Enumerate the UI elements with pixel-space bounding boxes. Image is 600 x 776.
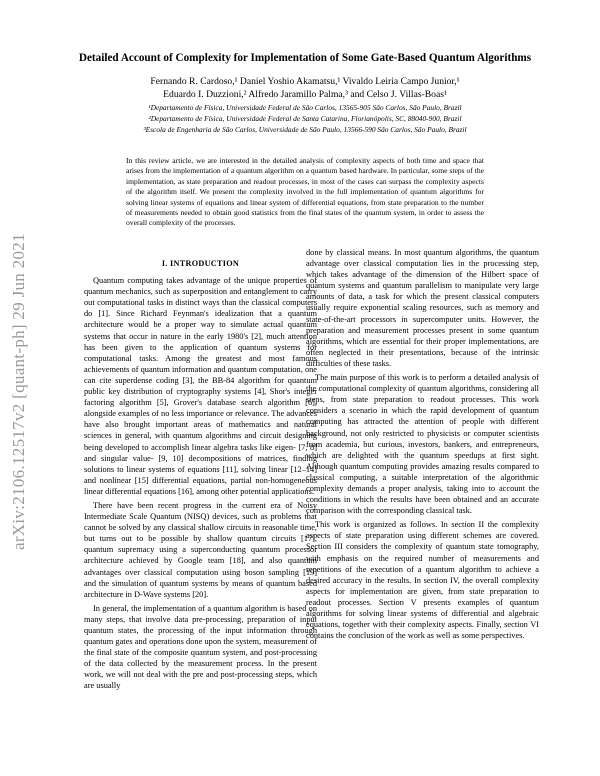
author-list [80, 75, 530, 101]
right-paragraph-2: The main purpose of this work is to perform a detailed analysis of the computational complexity of quantum algorithms, considering all steps, from state preparation to readout processes. This work considers a scenario in which the rapid development of quantum computing has attracted the attention of people with different background, not only restricted to physicists or computer scientists from academia, but curious, investors, bankers, and entrepreneurs, which are delighted with the quantum speedups at first sight. Although quantum computing provides amazing results compared to classical computing, a suitable interpretation of the algorithmic complexity demands a proper analysis, taking into to account the conditions in which the results have been obtained and an accurate comparison with the corresponding classical task. [306, 373, 539, 516]
authors-line-1: Fernando R. Cardoso,¹ Daniel Yoshio Akamatsu,¹ Vivaldo Leiria Campo Junior,¹ [150, 76, 460, 87]
authors-line-2: Eduardo I. Duzzioni,² Alfredo Jaramillo Palma,³ and Celso J. Villas-Boas¹ [163, 89, 447, 100]
abstract: In this review article, we are interested in the detailed analysis of complexity aspects of both time and space that arises from the implementation of a quantum algorithm on a quantum based hardware. In particular, some steps of the implementation, as state preparation and readout processes, in most of the cases can surpass the complexity aspects of the algorithm itself. We present the complexity involved in the full implementation of quantum algorithms for solving linear systems of equations and linear system of differential equations, from state preparation to the number of measurements needed to obtain good statistics from the final states of the quantum system, in order to assess the overall complexity of the processes. [126, 156, 484, 228]
right-paragraph-3: This work is organized as follows. In section II the complexity aspects of state preparation using different schemes are covered. Section III considers the complexity of quantum state tomography, with emphasis on the required number of measurements and repetitions of the execution of a quantum algorithm to achieve a desired accuracy in the results. In section IV, the overall complexity aspects for implementation are given, from state preparation to readout processes. Section V presents examples of quantum algorithms for solving linear systems of differential and algebraic equations, together with their complexity aspects. Finally, section VI contains the conclusion of the work as well as some perspectives. [306, 520, 539, 641]
affiliations [80, 102, 530, 135]
left-paragraph-2: There have been recent progress in the current era of Noisy Intermediate Scale Quantum (NISQ) devices, such as problems that cannot be solved by any classical shallow circuits in reasonable time, but turns out to be possible by shallow quantum circuits [17], quantum supremacy using a superconducting quantum processor architecture achieved by Google team [18], and also quantum advantages over classical computation using boson sampling [19] and the simulation of quantum systems by means of quantum based architecture in D-Wave systems [20]. [84, 500, 317, 599]
left-paragraph-3: In general, the implementation of a quantum algorithm is based on many steps, that involve data pre-processing, preparation of input quantum states, the processing of the input information through quantum gates and operations done upon the system, measurement of the final state of the composite quantum system, and post-processing of the data collected by the measurement process. In the present work, we will not deal with the pre and post-processing steps, which are usually [84, 603, 317, 691]
affiliation-1: ¹Departamento de Física, Universidade Federal de São Carlos, 13565-905 São Carlos, São Paulo, Brazil [148, 103, 462, 112]
paper-title: Detailed Account of Complexity for Implementation of Some Gate-Based Quantum Algorithms [78, 52, 532, 64]
arxiv-stamp: arXiv:2106.12517v2 [quant-ph] 29 Jun 2021 [9, 233, 28, 550]
affiliation-2: ²Departamento de Física, Universidade Federal de Santa Catarina, Florianópolis, SC, 88040-900, Brazil [148, 114, 462, 123]
right-column [306, 247, 539, 644]
left-paragraph-1: Quantum computing takes advantage of the unique properties of quantum mechanics, such as superposition and entanglement to carry out computational tasks in distinct ways than the classical computers do [1]. Since Richard Feynman's idealization that a quantum architecture would be a proper way to simulate actual quantum systems that occur in nature in the early 1980's [2], much attention has been given to the application of quantum systems for computational tasks. Among the greatest and most famous achievements of quantum information and quantum computation, one can cite superdense coding [3], the BB-84 algorithm for quantum public key distribution of cryptography systems [4], Shor's integer factoring algorithm [5], Grover's database search algorithm [6], alongside examples of no less importance or relevance. The advances have also brought important areas of mathematics and natural sciences in general, with quantum algorithms and circuit designing being developed to accomplish linear algebra tasks like eigen- [7, 8] and singular value- [9, 10] decompositions of matrices, finding solutions to linear systems of equations [11], solving linear [12–14] and nonlinear [15] differential equations, partial non-homogeneous linear differential equations [16], among other potential applications. [84, 276, 317, 496]
right-paragraph-1: done by classical means. In most quantum algorithms, the quantum advantage over classical computation lies in the processing step, which takes advantage of the dimension of the Hilbert space of quantum systems and quantum parallelism to manipulate very large amounts of data, a task for which the present classical computers usually require exponential scaling resources, such as memory and state-of-the-art processors in supercomputer units. However, the preparation and measurement processes present in some quantum algorithms, which are essential for their proper implementations, are often neglected in their presentations, because of the intrinsic difficulties of these tasks. [306, 248, 539, 368]
section-heading: I. INTRODUCTION [161, 259, 240, 268]
left-column [84, 258, 317, 695]
affiliation-3: ³Escola de Engenharia de São Carlos, Universidade de São Paulo, 13566-590 São Carlos, São Paulo, Brazil [143, 125, 467, 134]
